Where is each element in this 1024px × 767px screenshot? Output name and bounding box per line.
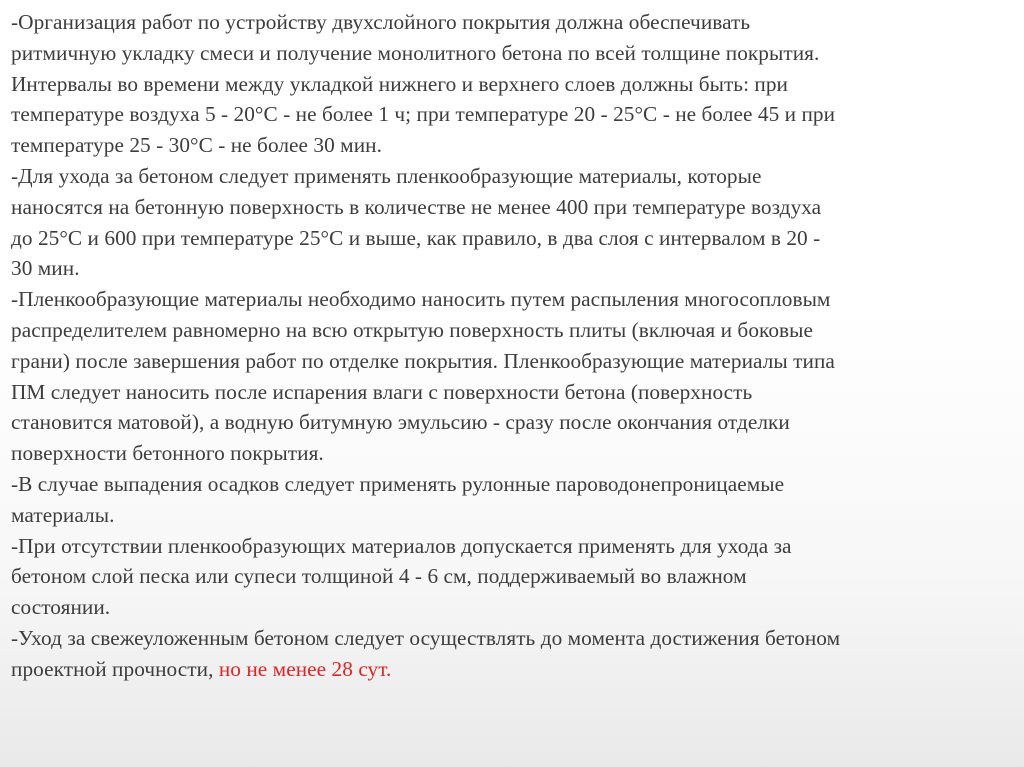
text-line-4: температуре воздуха 5 - 20°С - не более 1 ч; при температуре 20 - 25°С - не более 45 и при xyxy=(11,102,836,127)
text-line-17: материалы. xyxy=(11,502,115,527)
text-line-22-start: проектной прочности, xyxy=(11,656,214,681)
text-line-5: температуре 25 - 30°С - не более 30 мин. xyxy=(11,133,382,158)
slide-text xyxy=(11,7,1011,685)
text-line-18: -При отсутствии пленкообразующих материалов допускается применять для ухода за xyxy=(11,533,792,558)
text-line-15: поверхности бетонного покрытия. xyxy=(11,441,324,466)
text-line-10: -Пленкообразующие материалы необходимо наносить путем распыления многосопловым xyxy=(11,287,831,312)
text-line-19: бетоном слой песка или супеси толщиной 4 - 6 см, поддерживаемый во влажном xyxy=(11,564,747,589)
text-line-11: распределителем равномерно на всю открытую поверхность плиты (включая и боковые xyxy=(11,317,813,342)
text-line-8: до 25°С и 600 при температуре 25°С и выше, как правило, в два слоя с интервалом в 20 - xyxy=(11,225,821,250)
text-line-2: ритмичную укладку смеси и получение монолитного бетона по всей толщине покрытия. xyxy=(11,40,820,65)
text-line-14: становится матовой), а водную битумную эмульсию - сразу после окончания отделки xyxy=(11,410,790,435)
text-line-9: 30 мин. xyxy=(11,256,80,281)
text-line-21: -Уход за свежеуложенным бетоном следует осуществлять до момента достижения бетоном xyxy=(11,625,841,650)
text-line-16: -В случае выпадения осадков следует применять рулонные пароводонепроницаемые xyxy=(11,471,785,496)
text-line-6: -Для ухода за бетоном следует применять пленкообразующие материалы, которые xyxy=(11,163,762,188)
text-line-3: Интервалы во времени между укладкой нижнего и верхнего слоев должны быть: при xyxy=(11,71,789,96)
highlighted-requirement: но не менее 28 сут. xyxy=(218,656,392,681)
text-line-22 xyxy=(11,654,1011,685)
text-line-7: наносятся на бетонную поверхность в количестве не менее 400 при температуре воздуха xyxy=(11,194,822,219)
text-line-1: -Организация работ по устройству двухслойного покрытия должна обеспечивать xyxy=(11,10,751,34)
text-line-12: грани) после завершения работ по отделке покрытия. Пленкообразующие материалы типа xyxy=(11,348,835,373)
text-line-13: ПМ следует наносить после испарения влаги с поверхности бетона (поверхность xyxy=(11,379,753,404)
text-line-20: состоянии. xyxy=(11,595,111,620)
